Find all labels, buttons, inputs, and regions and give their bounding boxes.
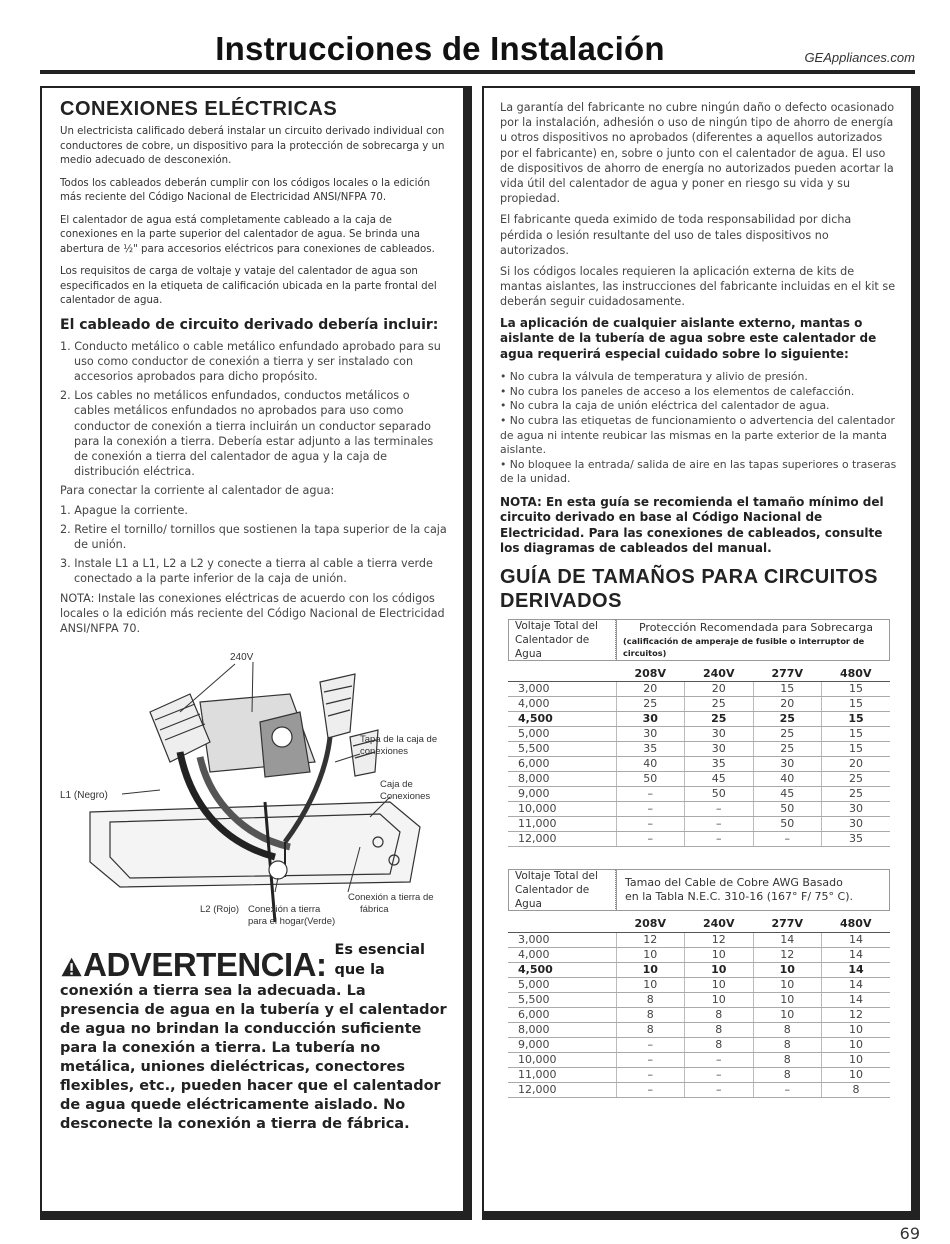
table-row <box>508 802 890 817</box>
table2-cable-header-line2: en la Tabla N.E.C. 310-16 (167° F/ 75° C). <box>625 890 854 904</box>
table-cell: 14 <box>822 962 891 977</box>
table-row <box>508 757 890 772</box>
table-cell: – <box>616 1082 685 1097</box>
table-cell: 8 <box>753 1067 822 1082</box>
table-row <box>508 697 890 712</box>
liability-paragraph: El fabricante queda eximido de toda responsabilidad por dicha pérdida o lesión resultante del uso de tales dispositivos no autorizados. <box>500 213 852 257</box>
table-cell: – <box>616 1067 685 1082</box>
table-cell: – <box>685 1052 754 1067</box>
table-cell: 50 <box>685 787 754 802</box>
row-wattage-cell: 5,500 <box>508 992 616 1007</box>
table-cell: 25 <box>616 697 685 712</box>
table-cell: 12 <box>753 947 822 962</box>
table-cell: – <box>616 817 685 832</box>
table-cell: – <box>616 832 685 847</box>
table-cell: 40 <box>616 757 685 772</box>
table-row <box>508 1037 890 1052</box>
table-cell: 10 <box>685 977 754 992</box>
table1-protection-header-line2: (calificación de amperaje de fusible o interruptor de circuitos) <box>623 636 865 659</box>
wiring-diagram <box>60 642 460 932</box>
table-cell: 14 <box>822 977 891 992</box>
table1-voltage-header <box>508 619 616 661</box>
table-cell: 10 <box>753 992 822 1007</box>
table-cell: 12 <box>616 932 685 947</box>
warning-block <box>60 940 447 1134</box>
row-wattage-cell: 5,000 <box>508 977 616 992</box>
label-240v: 240V <box>230 652 254 664</box>
overload-protection-table <box>508 665 890 848</box>
row-wattage-cell: 10,000 <box>508 802 616 817</box>
list-item: • No cubra la caja de unión eléctrica del calentador de agua. <box>500 399 830 413</box>
warning-lead: Es esencial que la <box>334 942 426 979</box>
header-divider <box>40 70 915 74</box>
electrical-connections-panel <box>40 86 472 1220</box>
table-cell: 40 <box>753 772 822 787</box>
table-row <box>508 742 890 757</box>
table-cell: – <box>685 1067 754 1082</box>
table-cell: 8 <box>753 1022 822 1037</box>
row-wattage-cell: 4,500 <box>508 712 616 727</box>
table-cell: 10 <box>685 992 754 1007</box>
website-link[interactable]: GEAppliances.com <box>804 50 915 65</box>
table-cell: 14 <box>822 947 891 962</box>
table-cell: 35 <box>685 757 754 772</box>
label-ground-home-line: Conexión a tierra <box>248 904 321 916</box>
intro-paragraph: Un electricista calificado deberá instalar un circuito derivado individual con conductores de cobre, un dispositivo para la protección de sobrecarga y un medio adecuado de desconexión. <box>60 126 445 166</box>
table-cell: 8 <box>685 1037 754 1052</box>
connect-steps <box>60 503 447 587</box>
table-row <box>508 712 890 727</box>
table-row <box>508 817 890 832</box>
table-cell: 15 <box>822 697 891 712</box>
label-l1: L1 (Negro) <box>60 790 108 802</box>
table-cell: 25 <box>753 727 822 742</box>
page-header <box>40 30 915 72</box>
table-row <box>508 682 890 697</box>
table-cell: 25 <box>822 787 891 802</box>
table2-voltage-header <box>508 869 616 911</box>
column-header: 277V <box>753 665 822 682</box>
label-ground-factory <box>348 892 436 915</box>
table-cell: 45 <box>685 772 754 787</box>
column-header: 480V <box>822 665 891 682</box>
table-row <box>508 962 890 977</box>
table-cell: 10 <box>753 977 822 992</box>
load-paragraph: Los requisitos de carga de voltaje y vataje del calentador de agua son especificados en la etiqueta de calificación ubicada en la parte frontal del calentador de agua. <box>60 266 437 306</box>
table-cell: 50 <box>616 772 685 787</box>
table-cell: – <box>753 1082 822 1097</box>
table-cell: 15 <box>822 682 891 697</box>
table-row <box>508 727 890 742</box>
table-row <box>508 772 890 787</box>
table-cell: 30 <box>822 802 891 817</box>
row-wattage-cell: 6,000 <box>508 757 616 772</box>
table-cell: 12 <box>685 932 754 947</box>
install-note: NOTA: Instale las conexiones eléctricas de acuerdo con los códigos locales o la edición más reciente del Código Nacional de Electricidad ANSI/NFPA 70. <box>60 591 445 635</box>
label-box-line: Conexiones <box>380 791 431 803</box>
row-wattage-cell: 4,000 <box>508 947 616 962</box>
row-wattage-cell: 5,500 <box>508 742 616 757</box>
list-item: 2. Retire el tornillo/ tornillos que sostienen la tapa superior de la caja de unión. <box>60 522 447 551</box>
row-wattage-cell: 10,000 <box>508 1052 616 1067</box>
circuit-list <box>60 339 447 480</box>
table-cell: 25 <box>685 697 754 712</box>
list-item: 1. Conducto metálico o cable metálico enfundado aprobado para su uso como conductor de conexión a tierra y ser instalado con accesorios aprobados para dicho propósito. <box>60 339 441 383</box>
table2-cable-header <box>616 869 890 911</box>
table-cell: 10 <box>753 962 822 977</box>
table-cell: 8 <box>753 1037 822 1052</box>
label-ground-home <box>248 904 335 927</box>
table-cell: – <box>685 802 754 817</box>
table-cell: 8 <box>616 1007 685 1022</box>
table-cell: 30 <box>685 742 754 757</box>
table-cell: 8 <box>685 1007 754 1022</box>
table-cell: 50 <box>753 802 822 817</box>
list-item: • No cubra las etiquetas de funcionamiento o advertencia del calentador de agua ni intente reubicar las mismas en la parte exterior de la manta aislante. <box>500 413 895 457</box>
table-cell: 20 <box>616 682 685 697</box>
warranty-paragraph: La garantía del fabricante no cubre ningún daño o defecto ocasionado por la instalación, adhesión o uso de ningún tipo de ahorro de energía u otros dispositivos no aprobados (diferentes a aquellos autorizados por el fabricante) en, sobre o junto con el calentador de agua. El uso de dispositivos de ahorro de energía no autorizados pueden acortar la vida útil del calentador de agua y poner en riesgo su vida y su propiedad. <box>500 101 895 206</box>
warning-word: ADVERTENCIA: <box>83 946 327 984</box>
insulation-warning: La aplicación de cualquier aislante externo, mantas o aislante de la tubería de agua sobre este calentador de agua requerirá especial cuidado sobre lo siguiente: <box>500 315 877 361</box>
column-header: 208V <box>616 915 685 932</box>
row-wattage-cell: 12,000 <box>508 832 616 847</box>
table-cell: 30 <box>685 727 754 742</box>
connect-intro: Para conectar la corriente al calentador de agua: <box>60 484 335 498</box>
column-header: 208V <box>616 665 685 682</box>
warranty-and-sizing-panel <box>482 86 920 1220</box>
table2-voltage-header-line1: Voltaje Total del <box>515 870 598 883</box>
table-cell: 10 <box>822 1037 891 1052</box>
column-header: 240V <box>685 915 754 932</box>
label-ground-factory-line: Conexión a tierra de <box>348 892 434 904</box>
table-cell: 15 <box>822 742 891 757</box>
table-cell: 30 <box>822 817 891 832</box>
table-cell: 45 <box>753 787 822 802</box>
row-wattage-cell: 11,000 <box>508 1067 616 1082</box>
table-cell: 14 <box>822 932 891 947</box>
table-row <box>508 1052 890 1067</box>
table-cell: 30 <box>616 727 685 742</box>
table2-header <box>508 869 890 911</box>
wiring-diagram-illustration <box>60 642 460 932</box>
table-cell: 12 <box>822 1007 891 1022</box>
table-cell: – <box>685 1082 754 1097</box>
row-wattage-cell: 6,000 <box>508 1007 616 1022</box>
table2-body <box>508 932 890 1097</box>
table1-header <box>508 619 890 661</box>
table-cell: 8 <box>685 1022 754 1037</box>
row-wattage-cell: 9,000 <box>508 787 616 802</box>
copper-cable-table <box>508 915 890 1098</box>
row-wattage-cell: 8,000 <box>508 1022 616 1037</box>
table-row <box>508 977 890 992</box>
label-box-line: Caja de <box>380 779 413 791</box>
table-cell: 10 <box>822 1022 891 1037</box>
table-cell: 30 <box>616 712 685 727</box>
code-paragraph: Todos los cableados deberán cumplir con los códigos locales o la edición más reciente del Código Nacional de Electricidad ANSI/NFPA 70. <box>60 177 431 203</box>
table-cell: 8 <box>616 992 685 1007</box>
table-cell: 10 <box>616 962 685 977</box>
table-cell: 10 <box>822 1052 891 1067</box>
column-header: 277V <box>753 915 822 932</box>
list-item: 3. Instale L1 a L1, L2 a L2 y conecte a tierra al cable a tierra verde conectado a la parte inferior de la caja de unión. <box>60 557 433 586</box>
row-wattage-cell: 5,000 <box>508 727 616 742</box>
table-cell: 10 <box>685 947 754 962</box>
table-cell: 15 <box>753 682 822 697</box>
table-cell: 14 <box>822 992 891 1007</box>
column-header: 480V <box>822 915 891 932</box>
table-cell: 20 <box>753 697 822 712</box>
table-cell: 10 <box>616 947 685 962</box>
table-cell: – <box>616 1037 685 1052</box>
table-cell: 15 <box>822 727 891 742</box>
table-row <box>508 992 890 1007</box>
row-wattage-cell: 9,000 <box>508 1037 616 1052</box>
table-row <box>508 787 890 802</box>
table1-voltage-header-line1: Voltaje Total del <box>515 619 598 632</box>
table-cell: 35 <box>616 742 685 757</box>
circuit-subtitle: El cableado de circuito derivado debería incluir: <box>60 316 439 333</box>
table-cell: 10 <box>685 962 754 977</box>
table-cell: 14 <box>753 932 822 947</box>
table-cell: – <box>685 817 754 832</box>
table-cell: – <box>616 787 685 802</box>
table-cell: 25 <box>822 772 891 787</box>
label-ground-factory-line: fábrica <box>360 904 389 916</box>
table-cell: – <box>685 832 754 847</box>
table1-body <box>508 682 890 847</box>
column-header: 240V <box>685 665 754 682</box>
label-cover-line: conexiones <box>360 746 409 758</box>
insulation-bullets <box>500 370 897 487</box>
insulation-paragraph: Si los códigos locales requieren la aplicación externa de kits de mantas aislantes, las instrucciones del fabricante incluidas en el kit se deberán seguir cuidadosamente. <box>500 265 896 309</box>
table-cell: 25 <box>753 742 822 757</box>
table-cell: 8 <box>822 1082 891 1097</box>
table1-protection-header <box>616 619 890 661</box>
table-cell: 25 <box>753 712 822 727</box>
warning-triangle-icon <box>60 952 83 982</box>
table-cell: 15 <box>822 712 891 727</box>
table-cell: 20 <box>685 682 754 697</box>
table1-protection-header-line1: Protección Recomendada para Sobrecarga <box>638 621 874 635</box>
list-item: 1. Apague la corriente. <box>60 503 188 517</box>
list-item: 2. Los cables no metálicos enfundados, conductos metálicos o cables metálicos enfundados no aprobados para uso como conductor de conexión a tierra incluirán un conductor separado para la conexión a tierra. Debería estar adjunto a las terminales de conexión a tierra del calentador de agua y la caja de distribución eléctrica. <box>60 389 434 479</box>
table-cell: – <box>616 1052 685 1067</box>
table-cell: 10 <box>822 1067 891 1082</box>
row-wattage-cell: 12,000 <box>508 1082 616 1097</box>
page-title: Instrucciones de Instalación <box>215 30 665 67</box>
page-number: 69 <box>899 1224 920 1243</box>
table2-voltage-header-line2: Calentador de Agua <box>515 884 590 911</box>
table2-cable-header-line1: Tamao del Cable de Cobre AWG Basado <box>625 876 843 890</box>
table-row <box>508 932 890 947</box>
label-cover-line: Tapa de la caja de <box>360 734 438 746</box>
table-cell: – <box>753 832 822 847</box>
row-wattage-cell: 4,500 <box>508 962 616 977</box>
list-item: • No cubra los paneles de acceso a los elementos de calefacción. <box>500 384 855 398</box>
table-row <box>508 947 890 962</box>
guide-title: GUÍA DE TAMAÑOS PARA CIRCUITOS DERIVADOS <box>500 565 878 612</box>
table-row <box>508 1022 890 1037</box>
label-ground-home-line: para el hogar(Verde) <box>248 916 336 928</box>
table-cell: 20 <box>822 757 891 772</box>
list-item: • No bloquee la entrada/ salida de aire en las tapas superiores o traseras de la unidad. <box>500 457 897 486</box>
table-cell: 30 <box>753 757 822 772</box>
table-cell: 35 <box>822 832 891 847</box>
sizing-note: NOTA: En esta guía se recomienda el tamaño mínimo del circuito derivado en base al Código Nacional de Electricidad. Para las conexiones de cableados, consulte los diagramas de cableados del manual. <box>500 494 884 556</box>
table-cell: 8 <box>753 1052 822 1067</box>
label-cover <box>360 734 440 757</box>
table-row <box>508 1067 890 1082</box>
table-cell: – <box>616 802 685 817</box>
section-title: CONEXIONES ELÉCTRICAS <box>60 98 338 120</box>
table-cell: 50 <box>753 817 822 832</box>
row-wattage-cell: 8,000 <box>508 772 616 787</box>
table-row <box>508 832 890 847</box>
label-l2: L2 (Rojo) <box>200 904 240 916</box>
row-wattage-cell: 11,000 <box>508 817 616 832</box>
list-item: • No cubra la válvula de temperatura y alivio de presión. <box>500 370 808 384</box>
table-cell: 8 <box>616 1022 685 1037</box>
wiring-paragraph: El calentador de agua está completamente cableado a la caja de conexiones en la parte superior del calentador de agua. Se brinda una abertura de ½" para accesorios eléctricos para conexiones de cableados. <box>60 214 435 255</box>
table1-voltage-header-line2: Calentador de Agua <box>515 633 590 660</box>
label-box <box>380 779 430 802</box>
row-wattage-cell: 4,000 <box>508 697 616 712</box>
row-wattage-cell: 3,000 <box>508 932 616 947</box>
table-row <box>508 1007 890 1022</box>
warning-text: conexión a tierra sea la adecuada. La presencia de agua en la tubería y el calentador de agua no brindan la conducción suficiente para la conexión a tierra. La tubería no metálica, uniones dieléctricas, conectores flexibles, etc., pueden hacer que el calentador de agua quede eléctricamente aislado. No desconecte la conexión a tierra de fábrica. <box>60 983 447 1133</box>
table-cell: 25 <box>685 712 754 727</box>
table-cell: 10 <box>616 977 685 992</box>
table-row <box>508 1082 890 1097</box>
table-cell: 10 <box>753 1007 822 1022</box>
row-wattage-cell: 3,000 <box>508 682 616 697</box>
